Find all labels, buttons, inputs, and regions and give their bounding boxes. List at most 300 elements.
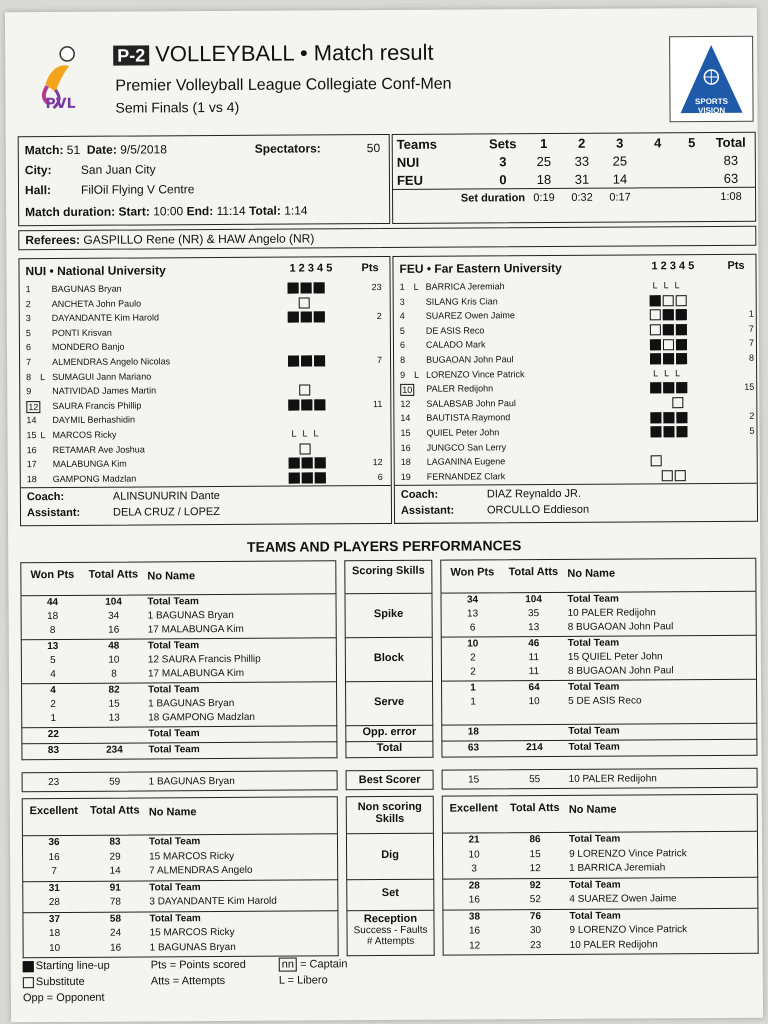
perf-name: 4 SUAREZ Owen Jaime [569,893,677,905]
starting-square-icon [289,472,300,483]
perf-atts: 10 [108,654,120,666]
starting-square-icon [676,412,687,423]
set-participation [650,426,689,437]
player-row [394,279,756,295]
player-number: 3 [399,296,405,307]
perf-header [442,794,758,834]
set-participation [289,443,313,454]
legend-starting [23,960,110,973]
perf-value: 44 [46,596,59,609]
substitute-square-icon [300,443,311,454]
perf-value: 4 [50,685,56,697]
player-points: 7 [377,355,383,366]
player-name: ALMENDRAS Angelo Nicolas [52,356,171,368]
set-score: 14 [612,171,628,187]
player-name: BARRICA Jeremiah [425,281,505,292]
starting-square-icon [288,312,299,323]
player-name: SALABSAB John Paul [426,397,516,409]
sports-vision-logo [669,36,754,123]
legend-pts: Pts = Points scored [150,958,246,972]
perf-value: 28 [48,896,60,909]
player-number: 9 [26,386,32,397]
set-participation [288,312,327,323]
player-row [394,381,756,397]
substitute-square-icon [651,456,662,467]
match-info-box [18,134,391,226]
perf-name: Total Team [569,910,621,922]
player-row [20,281,390,297]
perf-atts: 76 [529,910,542,922]
perf-atts: 92 [529,879,541,891]
player-row [395,454,757,470]
perf-name: Total Team [567,593,619,605]
perf-value: 22 [47,728,59,741]
perf-atts: 16 [108,624,120,636]
player-name: DAYMIL Berhashidin [52,414,135,426]
skill-name: Opp. error [362,725,417,739]
coach-label: Coach: [400,488,439,501]
perf-atts: 11 [528,666,540,678]
perf-atts: 104 [525,594,542,606]
player-number: 14 [400,413,411,424]
perf-group [442,908,758,955]
set-participation [650,309,689,320]
perf-value: 10 [467,638,479,650]
player-name: SAURA Francis Phillip [52,400,142,411]
player-row [20,296,390,312]
legend-substitute-text: Substitute [35,975,85,989]
starting-square-icon [676,426,687,437]
perf-atts: 104 [105,596,122,608]
perf-name: Total Team [569,879,621,891]
perf-atts: 13 [108,712,120,724]
perf-atts: 11 [528,652,540,664]
perf-name: Total Team [568,725,620,737]
player-name: SUMAGUI Jann Mariano [52,371,152,382]
perf-name: 7 ALMENDRAS Angelo [149,864,253,877]
perf-name: 18 GAMPONG Madzlan [148,711,255,724]
starting-square-icon [663,426,674,437]
header-noname: No Name [148,806,197,819]
libero-mark: L [313,428,319,439]
skill-name: Dig [381,848,399,861]
perf-name: Total Team [568,741,620,753]
player-row [20,383,390,399]
player-row [20,427,390,443]
perf-atts: 13 [528,622,540,634]
perf-name: Total Team [147,596,199,608]
perf-value: 6 [469,622,476,634]
starting-square-icon [315,472,326,483]
player-row [20,354,390,370]
player-number: 6 [25,342,32,353]
performance-title: TEAMS AND PLAYERS PERFORMANCES [246,537,522,555]
perf-name: 15 MARCOS Ricky [149,850,235,862]
perf-group [21,742,337,760]
player-number: 12 [400,398,411,409]
perf-value: 16 [468,894,480,906]
header-first: Excellent [449,802,498,815]
player-row [394,337,756,353]
libero-mark: L [674,280,680,291]
skill-cell [344,594,432,639]
header-atts: Total Atts [90,804,140,817]
player-row [20,339,390,355]
player-number: 7 [26,357,32,368]
player-number: 8 [400,354,406,365]
pvl-logo [25,42,95,114]
perf-group [20,594,336,640]
set-participation [288,282,327,293]
perf-atts: 16 [110,942,122,954]
perf-name: Total Team [568,681,620,693]
player-number: 14 [26,415,37,426]
perf-atts: 23 [530,939,542,951]
player-name: BUGAOAN John Paul [426,354,514,365]
set-duration: 0:32 [571,191,593,204]
starting-square-icon [650,426,661,437]
player-number: 2 [25,298,31,309]
perf-value: 13 [467,608,479,620]
player-number: 6 [399,340,406,351]
perf-atts: 58 [109,913,122,925]
col-set4: 4 [654,134,662,150]
libero-mark: L [675,367,681,378]
set-score: 33 [574,153,590,169]
perf-atts: 234 [106,744,123,756]
substitute-square-icon [663,339,674,350]
player-row [394,410,756,426]
spectators-label: Spectators: [254,141,321,156]
coach-label: Coach: [26,490,65,504]
col-set3: 3 [616,135,624,151]
set-participation [650,280,683,290]
substitute-square-icon [672,397,683,408]
player-number: 5 [25,327,31,338]
pts-header: Pts [727,259,745,272]
referees-row [25,231,314,247]
set-participation [289,472,328,483]
player-number: 18 [400,457,411,468]
perf-group [21,638,337,684]
team-b-roster [392,254,758,524]
pts-header: Pts [361,262,379,275]
score-table [393,133,755,208]
sets-won: 0 [499,171,507,187]
best-scorer [22,768,758,794]
perf-name: Total Team [148,684,200,696]
perf-atts: 64 [528,682,540,694]
starting-square-icon [650,353,661,364]
city-label: City: [24,163,52,178]
player-points: 7 [748,323,754,334]
coach-row [27,491,64,503]
sets-header: 1 2 3 4 5 [651,260,695,273]
perf-group [441,680,757,726]
hall-label: Hall: [24,183,52,198]
set-participation [650,397,685,408]
player-row [394,396,756,412]
player-name: ANCHETA John Paulo [51,298,142,309]
libero-mark: L [663,280,669,291]
substitute-square-icon [650,310,661,321]
set-participation [288,428,321,438]
player-points: 6 [377,471,383,482]
player-name: MARCOS Ricky [52,429,117,441]
player-points: 8 [749,352,755,363]
perf-atts: 83 [109,836,121,848]
skill-cell [345,726,433,743]
perf-atts: 86 [529,834,541,846]
player-number: 15 [400,427,411,438]
libero-mark: L [653,367,659,378]
perf-group [22,911,338,958]
skills-header [344,560,432,595]
starting-square-icon [288,399,299,410]
perf-atts: 91 [109,882,121,894]
player-name: DE ASIS Reco [425,325,485,336]
perf-name: 8 BUGAOAN John Paul [567,665,674,677]
perf-group [442,832,758,879]
perf-value: 2 [470,666,476,678]
player-name: MONDERO Banjo [51,341,125,353]
captain-box: nn [279,958,297,972]
best-points: 23 [48,776,60,789]
perf-atts: 10 [528,696,540,708]
perf-group [21,726,337,744]
best-atts: 55 [529,774,541,786]
team-b-name: FEU • Far Eastern University [399,260,562,276]
set-score [639,151,677,169]
player-name: BAUTISTA Raymond [426,412,511,424]
duration-row [25,203,307,219]
perf-value: 38 [468,910,481,922]
player-name: PONTI Krisvan [51,327,112,338]
player-number: 15 [26,430,37,441]
league-name: Premier Volleyball League Collegiate Conf-Men [115,75,452,95]
perf-name: 8 BUGAOAN John Paul [567,621,674,633]
best-name: 10 PALER Redijohn [568,773,657,785]
set-participation [288,297,312,308]
stage-name: Semi Finals (1 vs 4) [115,98,240,116]
starting-square-icon [676,353,687,364]
perf-name: Total Team [568,833,621,845]
result-sheet [5,8,763,1023]
perf-header [22,796,338,836]
perf-atts: 15 [108,698,120,710]
perf-group [441,724,757,742]
score-row-nui [393,151,755,171]
match-row [25,142,167,157]
perf-name: 1 BARRICA Jeremiah [569,862,666,874]
player-row [20,369,390,385]
starting-square-icon [314,282,325,293]
perf-atts: 15 [529,848,541,860]
header-first: Won Pts [30,568,75,582]
perf-value: 63 [467,742,480,754]
skill-name: Reception [363,912,418,925]
starting-square-icon [676,339,687,350]
player-number: 8 [26,371,32,382]
coach-row [401,489,438,501]
scoreboard [392,132,757,224]
sets-header: 1 2 3 4 5 [289,262,333,275]
assistant-row [401,505,454,517]
total-set-duration: 1:08 [720,190,742,203]
team-a-roster [18,256,392,526]
starting-square-icon [650,295,661,306]
header-noname: No Name [147,570,196,583]
team-a-players [20,281,391,503]
total-points: 83 [723,152,739,168]
perf-group [22,880,338,913]
starting-square-icon [315,458,326,469]
perf-value: 36 [48,836,60,849]
perf-value: 28 [468,879,480,891]
starting-square-icon [301,283,312,294]
legend [23,956,423,1014]
scoring-performance [20,558,757,767]
player-name: LAGANINA Eugene [426,456,506,467]
legend-captain-text: = Captain [300,958,348,971]
player-row [20,325,390,341]
player-number: 1 [25,284,31,295]
perf-value: 5 [50,655,56,667]
skills-header [346,796,434,835]
perf-name: 10 PALER Redijohn [567,607,656,619]
player-number: 1 [399,281,405,292]
player-row [394,352,756,368]
perf-value: 3 [471,863,477,875]
perf-atts: 35 [528,608,540,620]
substitute-square-icon [663,295,674,306]
player-number: 16 [400,442,411,453]
col-teams: Teams [396,136,438,152]
perf-value: 1 [50,713,57,725]
perf-name: Total Team [149,881,201,893]
referees-names: GASPILLO Rene (NR) & HAW Angelo (NR) [83,231,315,247]
perf-name: 15 QUIEL Peter John [567,651,663,663]
skill-name: Block [373,651,404,665]
skill-cell [345,682,433,727]
date-label: Date: [86,142,117,157]
set-score [677,169,707,188]
libero-mark: L [302,428,308,439]
header-first: Excellent [29,804,78,818]
header-atts: Total Atts [508,565,559,579]
perf-atts: 8 [111,668,117,680]
sports-vision-text: SPORTS VISION [694,96,728,116]
perf-value: 13 [47,640,59,653]
starting-square-icon [663,412,674,423]
player-row [394,323,756,339]
player-name: MALABUNGA Kim [52,458,127,470]
perf-value: 34 [466,594,479,606]
player-name: BAGUNAS Bryan [51,283,122,295]
perf-name: 1 BAGUNAS Bryan [147,609,234,622]
player-row [394,425,756,441]
skill-sub: Success - Faults [353,924,428,936]
player-number: 9 [400,369,406,380]
substitute-square-icon [299,297,310,308]
referees-box [18,226,756,251]
perf-value: 18 [48,927,61,940]
best-name: 1 BAGUNAS Bryan [148,775,235,788]
set-participation [650,412,689,423]
perf-value: 2 [470,652,476,664]
match-date: 9/5/2018 [120,142,167,157]
libero-flag: L [40,430,46,441]
perf-header [20,560,336,596]
perf-atts: 82 [108,684,120,696]
player-number: 12 [26,401,40,413]
player-row [20,398,390,414]
assistant-name: ORCULLO Eddieson [486,503,590,517]
set-duration [639,188,677,207]
player-points: 1 [748,308,754,319]
player-row [21,456,391,472]
perf-value: 4 [50,669,56,681]
skill-cell [346,910,434,956]
city-row [25,163,52,177]
perf-value: 83 [47,744,60,757]
libero-mark: L [291,428,297,439]
substitute-square-icon [650,324,661,335]
perf-atts: 30 [529,925,542,937]
player-number: 3 [25,313,31,324]
best-scorer-row [22,770,338,792]
perf-name: 15 MARCOS Ricky [149,926,235,939]
hall-value: FilOil Flying V Centre [80,182,195,197]
set-score [677,151,707,169]
form-code: P-2 [113,45,149,65]
starting-square-icon [650,412,661,423]
perf-atts: 24 [109,927,122,939]
player-row [20,412,390,428]
col-set2: 2 [578,135,586,151]
starting-square-icon [663,310,674,321]
city-value: San Juan City [80,162,156,177]
assistant-label: Assistant: [400,504,455,517]
player-row [394,308,756,324]
perf-value: 12 [469,939,481,951]
player-name: JUNGCO San Lerry [426,441,507,453]
perf-group [21,682,337,728]
set-participation [650,382,689,393]
legend-atts: Atts = Attempts [150,974,226,988]
end-value: 11:14 [216,203,246,219]
starting-square-icon [301,399,312,410]
perf-name: Total Team [147,640,200,652]
duration-label: Match duration: [25,204,116,220]
skill-sub: # Attempts [366,935,415,947]
perf-atts: 48 [108,640,120,652]
set-participation [651,455,664,466]
player-row [395,439,757,455]
starting-square-icon [314,399,325,410]
skill-name: Spike [373,607,404,621]
match-label: Match: [24,142,64,158]
skill-cell [346,879,434,911]
sets-won: 3 [499,153,507,169]
perf-atts: 46 [528,638,540,650]
perf-value: 2 [50,699,56,711]
score-row-feu [393,169,755,190]
perf-name: 1 BAGUNAS Bryan [148,697,235,710]
player-row [20,310,390,326]
perf-name: Total Team [148,728,200,740]
perf-group [441,636,757,682]
